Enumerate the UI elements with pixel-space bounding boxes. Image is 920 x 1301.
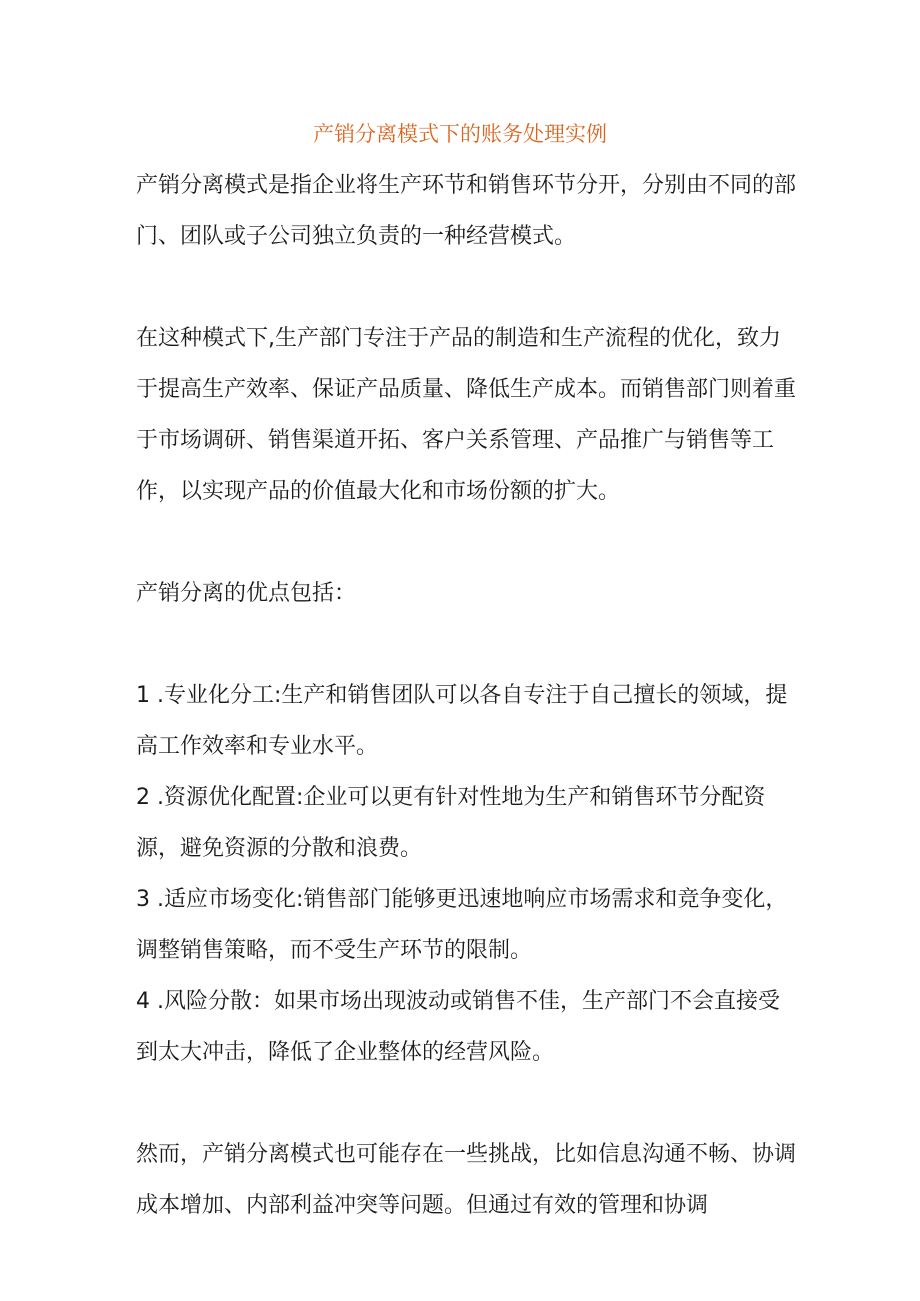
paragraph-gap <box>136 1078 796 1129</box>
paragraph-advantages-intro: 产销分离的优点包括： <box>136 581 357 606</box>
paragraph-gap <box>136 619 796 670</box>
paragraph-division-of-roles: 在这种模式下,生产部门专注于产品的制造和生产流程的优化，致力于提高生产效率、保证产品质量、降低生产成本。而销售部门则着重于市场调研、销售渠道开拓、客户关系管理、产品推广与销售等工作，以实现产品的价值最大化和市场份额的扩大。 <box>136 326 797 504</box>
paragraph-definition: 产销分离模式是指企业将生产环节和销售环节分开，分别由不同的部门、团队或子公司独立负责的一种经营模式。 <box>136 173 797 249</box>
advantage-item-2: 2 .资源优化配置:企业可以更有针对性地为生产和销售环节分配资源，避免资源的分散和浪费。 <box>136 785 766 861</box>
advantage-item-4: 4 .风险分散：如果市场出现波动或销售不佳，生产部门不会直接受到太大冲击，降低了企业整体的经营风险。 <box>136 989 780 1065</box>
paragraph-challenges: 然而，产销分离模式也可能存在一些挑战，比如信息沟通不畅、协调成本增加、内部利益冲突等问题。但通过有效的管理和协调 <box>136 1142 797 1218</box>
document-body <box>136 160 796 1231</box>
paragraph-gap <box>136 517 796 568</box>
document-title: 产销分离模式下的账务处理实例 <box>313 122 607 146</box>
advantage-item-1: 1 .专业化分工:生产和销售团队可以各自专注于自己擅长的领域，提高工作效率和专业水平。 <box>136 683 788 759</box>
paragraph-gap <box>136 262 796 313</box>
advantage-item-3: 3 .适应市场变化:销售部门能够更迅速地响应市场需求和竞争变化，调整销售策略，而不受生产环节的限制。 <box>136 887 788 963</box>
